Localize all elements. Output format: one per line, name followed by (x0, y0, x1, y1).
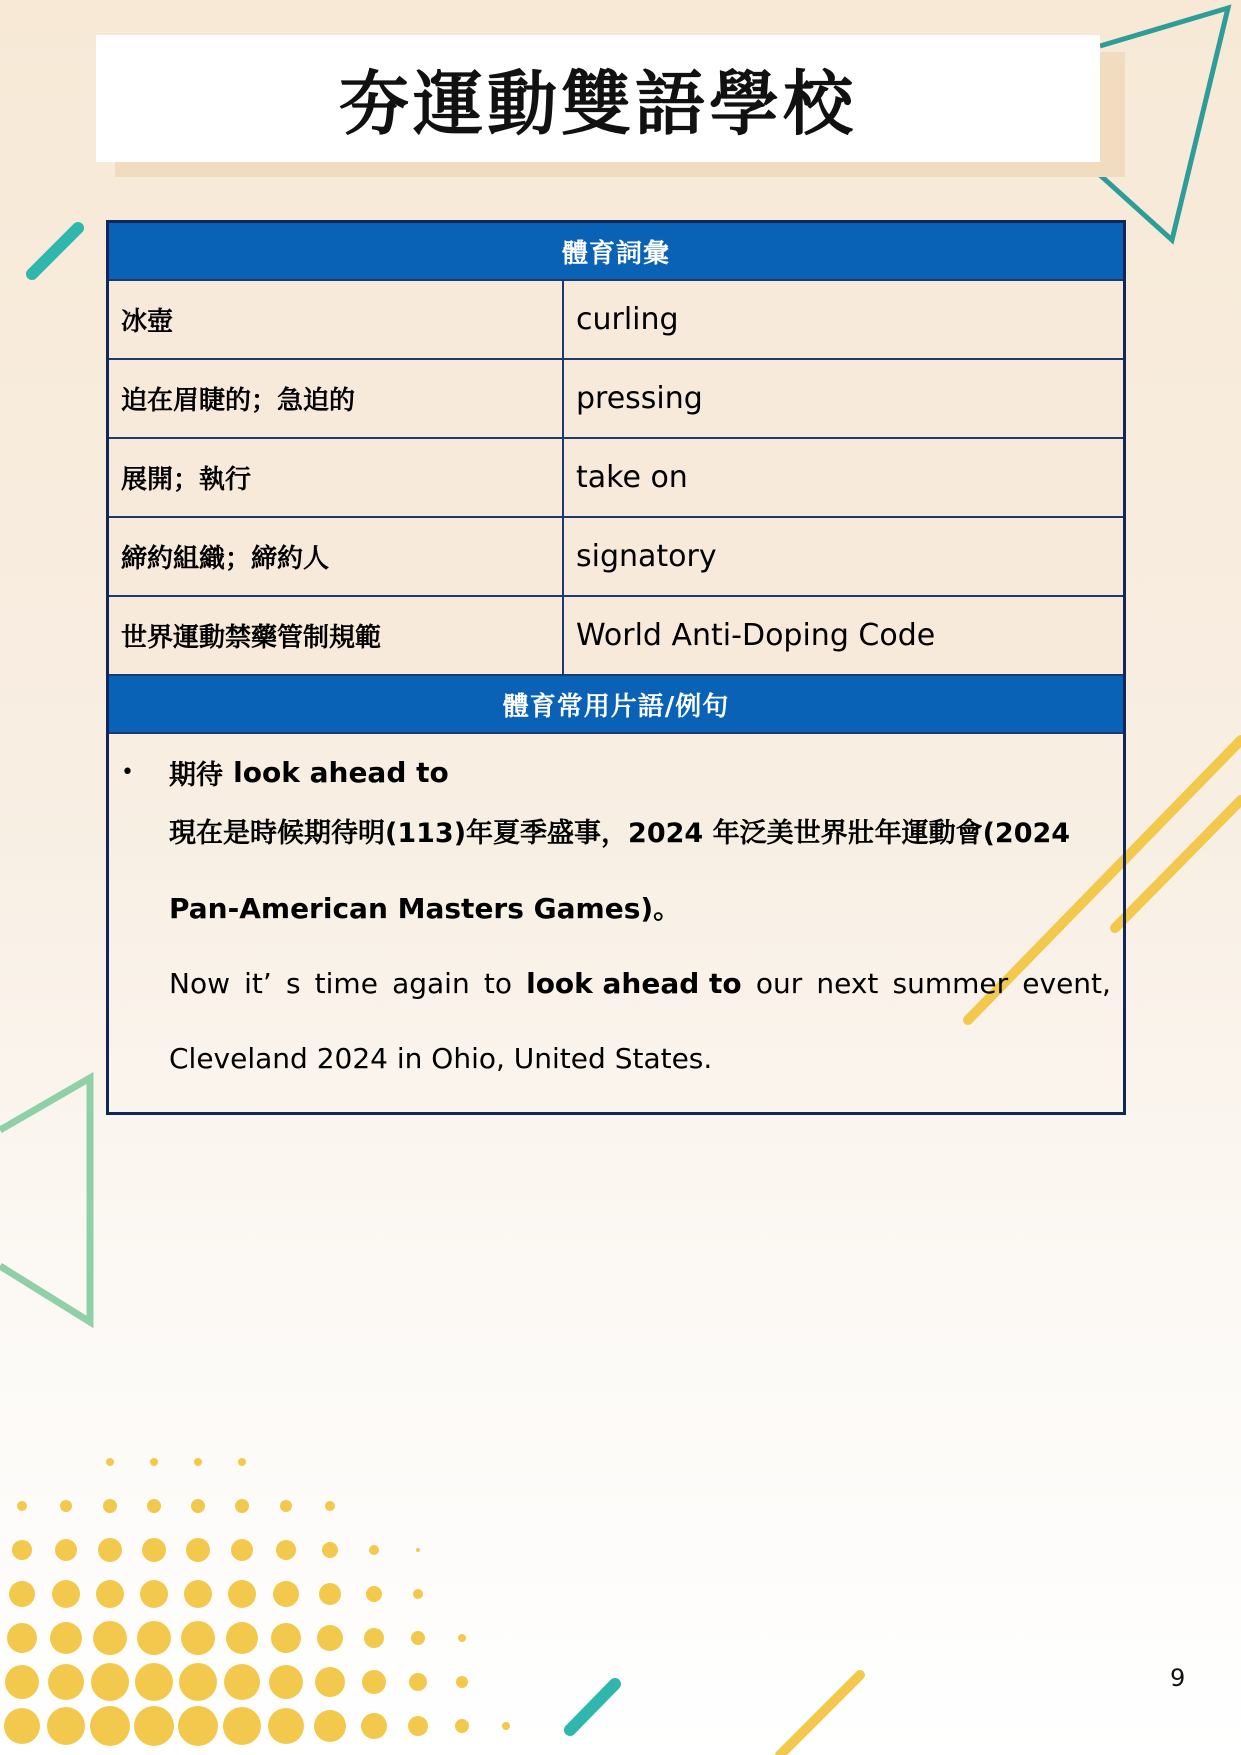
table-row (108, 438, 1125, 517)
vocab-zh: 締約組織；締約人 (108, 517, 564, 596)
example-en-word: next (816, 967, 879, 1000)
vocab-en: pressing (563, 359, 1125, 438)
title-banner (96, 35, 1100, 162)
halftone-dots (4, 1458, 510, 1746)
phrase-zh: 期待 (169, 759, 223, 791)
example-en-word: again (392, 967, 470, 1000)
page-title: 夯運動雙語學校 (339, 63, 857, 145)
table-row (108, 596, 1125, 675)
vocab-zh: 冰壺 (108, 280, 564, 359)
table-row (108, 359, 1125, 438)
bullet-icon: • (121, 759, 134, 785)
teal-dash-left (32, 228, 78, 274)
page-number: 9 (1170, 1664, 1186, 1692)
phrase-en: look ahead to (233, 755, 449, 789)
example-en-line2: Cleveland 2024 in Ohio, United States. (169, 1042, 713, 1075)
example-en-line1 (121, 946, 1111, 1021)
example-en-word: it’ (244, 967, 272, 1000)
vocab-zh: 世界運動禁藥管制規範 (108, 596, 564, 675)
example-en-word: to (483, 967, 512, 1000)
example-zh-line1: 現在是時候期待明(113)年夏季盛事，2024 年泛美世界壯年運動會(2024 (169, 818, 1071, 849)
example-en-word: Now (169, 967, 230, 1000)
vocab-en: signatory (563, 517, 1125, 596)
example-en-word: summer (892, 967, 1009, 1000)
table-row (108, 517, 1125, 596)
phrase-heading (121, 748, 1111, 796)
phrase-content (108, 733, 1125, 1114)
example-en-word: time (314, 967, 378, 1000)
example-en-word: event, (1022, 967, 1111, 1000)
vocab-section-header: 體育詞彙 (108, 222, 1125, 281)
phrase-section-header: 體育常用片語/例句 (108, 675, 1125, 733)
example-en-word: s (285, 967, 301, 1000)
example-zh-line2: Pan-American Masters Games)。 (169, 892, 682, 925)
vocab-table (106, 220, 1126, 1115)
example-en-highlight: look ahead to (526, 967, 742, 1000)
green-triangle-left (0, 1078, 90, 1322)
vocab-zh: 展開；執行 (108, 438, 564, 517)
vocab-en: curling (563, 280, 1125, 359)
table-row (108, 280, 1125, 359)
vocab-en: take on (563, 438, 1125, 517)
example-en-word: our (755, 967, 803, 1000)
teal-dash-bottom (570, 1684, 615, 1730)
vocab-en: World Anti-Doping Code (563, 596, 1125, 675)
vocab-zh: 迫在眉睫的；急迫的 (108, 359, 564, 438)
yellow-line-2 (1115, 800, 1241, 928)
yellow-dash-bottom (780, 1675, 860, 1755)
